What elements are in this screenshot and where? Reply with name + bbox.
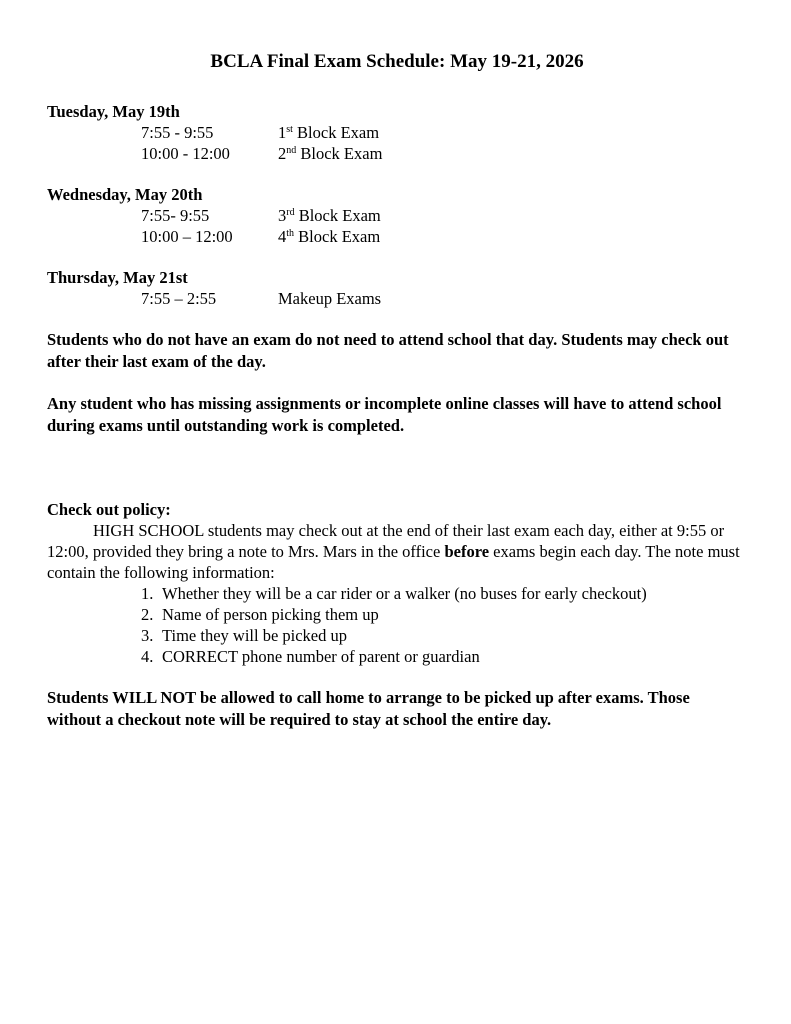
day-heading: Thursday, May 21st bbox=[47, 268, 188, 287]
slot-label-text: Block Exam bbox=[294, 227, 381, 246]
document-page bbox=[47, 50, 747, 751]
attendance-notice: Students who do not have an exam do not need to attend school that day. Students may check out after their last exam of the day. bbox=[47, 330, 729, 371]
slot-ordinal-suffix: th bbox=[286, 228, 295, 239]
slot-label-text: Makeup Exams bbox=[278, 289, 382, 308]
slot-time: 7:55 - 9:55 bbox=[141, 123, 214, 142]
slot-ordinal-suffix: st bbox=[286, 124, 293, 135]
day-heading: Tuesday, May 19th bbox=[47, 102, 180, 121]
list-item-number: 4. bbox=[141, 647, 154, 666]
closing-notice: Students WILL NOT be allowed to call home to arrange to be picked up after exams. Those without a checkout note will be required to stay at school the entire day. bbox=[47, 688, 690, 729]
exam-slot bbox=[47, 205, 747, 226]
list-item bbox=[141, 646, 747, 667]
slot-label bbox=[278, 205, 381, 226]
missing-work-notice: Any student who has missing assignments or incomplete online classes will have to attend school during exams until outstanding work is completed. bbox=[47, 394, 722, 435]
exam-slot bbox=[47, 122, 747, 143]
slot-label-text: Block Exam bbox=[294, 206, 381, 225]
exam-slot bbox=[47, 288, 747, 309]
list-item-number: 3. bbox=[141, 626, 154, 645]
slot-time: 7:55 – 2:55 bbox=[141, 289, 217, 308]
day-wednesday bbox=[47, 184, 747, 247]
slot-label bbox=[278, 288, 381, 309]
day-tuesday bbox=[47, 101, 747, 164]
slot-ordinal: 1 bbox=[278, 123, 287, 142]
slot-label-text: Block Exam bbox=[292, 123, 380, 142]
page-title: BCLA Final Exam Schedule: May 19-21, 2026 bbox=[210, 51, 584, 72]
list-item-text: CORRECT phone number of parent or guardian bbox=[162, 647, 480, 666]
exam-slot bbox=[47, 143, 747, 164]
slot-label bbox=[278, 143, 382, 164]
list-item-text: Whether they will be a car rider or a walker (no buses for early checkout) bbox=[162, 584, 647, 603]
policy-heading: Check out policy: bbox=[47, 500, 171, 519]
list-item-text: Name of person picking them up bbox=[162, 605, 379, 624]
list-item bbox=[141, 625, 747, 646]
slot-ordinal-suffix: rd bbox=[286, 207, 295, 218]
list-item bbox=[141, 604, 747, 625]
policy-requirements-list bbox=[47, 583, 747, 667]
policy-body bbox=[47, 520, 747, 583]
policy-body-emphasis: before bbox=[444, 542, 490, 561]
policy-body-text-end: exams begin each day. The note must contain the following information: bbox=[47, 542, 740, 582]
slot-ordinal: 2 bbox=[278, 144, 287, 163]
slot-time: 10:00 - 12:00 bbox=[141, 144, 230, 163]
list-item bbox=[141, 583, 747, 604]
exam-slot bbox=[47, 226, 747, 247]
list-item-number: 2. bbox=[141, 605, 154, 624]
list-item-number: 1. bbox=[141, 584, 154, 603]
slot-ordinal: 3 bbox=[278, 206, 287, 225]
day-thursday bbox=[47, 267, 747, 309]
slot-label bbox=[278, 226, 380, 247]
slot-time: 7:55- 9:55 bbox=[141, 206, 210, 225]
list-item-text: Time they will be picked up bbox=[162, 626, 347, 645]
slot-ordinal: 4 bbox=[278, 227, 287, 246]
spacer bbox=[47, 457, 747, 499]
slot-label-text: Block Exam bbox=[296, 144, 383, 163]
slot-ordinal-suffix: nd bbox=[286, 145, 297, 156]
day-heading: Wednesday, May 20th bbox=[47, 185, 203, 204]
policy-body-text: HIGH SCHOOL students may check out at the end of their last exam each day, either at 9:55 or 12:00, provided they bring a note to Mrs. Mars in the office bbox=[47, 521, 725, 561]
slot-time: 10:00 – 12:00 bbox=[141, 227, 233, 246]
slot-label bbox=[278, 122, 379, 143]
